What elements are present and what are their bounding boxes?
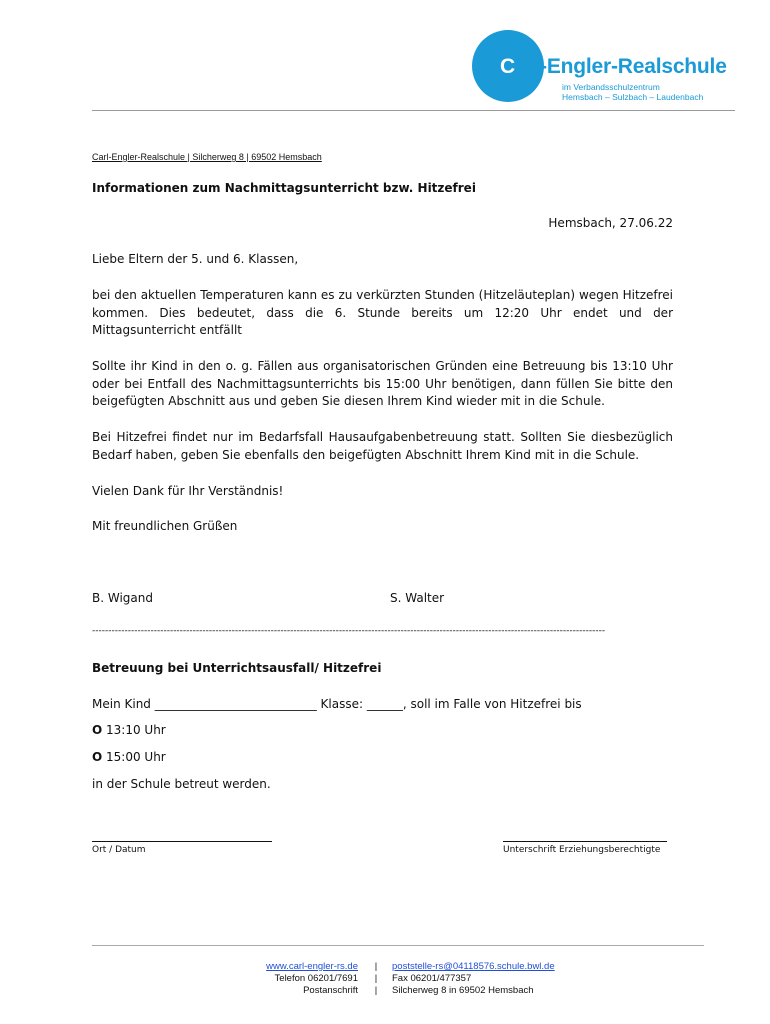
option-2-marker: O <box>92 750 103 764</box>
email-link[interactable]: poststelle-rs@04118576.schule.bwl.de <box>392 961 555 972</box>
logo-school-name <box>500 55 727 79</box>
website-link[interactable]: www.carl-engler-rs.de <box>266 961 358 972</box>
closing-line: Mit freundlichen Grüßen <box>92 519 238 533</box>
cut-line: -------------------------------------------------------------------------------------------------------------------------------------------------------------- <box>92 626 606 636</box>
footer-address: Silcherweg 8 in 69502 Hemsbach <box>392 985 534 996</box>
footer-fax: Fax 06201/477357 <box>392 973 472 984</box>
paragraph-2: Sollte ihr Kind in den o. g. Fällen aus organisatorischen Gründen eine Betreuung bis 13:10 Uhr oder bei Entfall des Nachmittagsunterrichts bis 15:00 Uhr benötigen, dann füllen Sie bitte den beigefügten Abschnitt aus und geben Sie diesen Ihrem Kind wieder mit in die Schule. <box>92 359 673 408</box>
paragraph-3: Bei Hitzefrei findet nur im Bedarfsfall Hausaufgabenbetreuung statt. Sollten Sie diesbezüglich Bedarf haben, geben Sie ebenfalls den beigefügten Abschnitt Ihrem Kind mit in die Schule. <box>92 430 673 462</box>
footer-phone: Telefon 06201/7691 <box>274 973 358 984</box>
footer-separator: | <box>374 961 378 972</box>
signature-right: S. Walter <box>390 591 445 605</box>
logo-name-rest: arl-Engler-Realschule <box>514 55 727 78</box>
option-1-label: 13:10 Uhr <box>102 723 166 737</box>
form-tail: in der Schule betreut werden. <box>92 777 271 791</box>
signature-left: B. Wigand <box>92 591 153 605</box>
footer-left-column <box>200 961 358 997</box>
form-option-2 <box>92 749 166 767</box>
logo-subtitle-2: Hemsbach – Sulzbach – Laudenbach <box>562 92 704 102</box>
letter-subject: Informationen zum Nachmittagsunterricht bzw. Hitzefrei <box>92 181 476 195</box>
footer-separator: | <box>374 973 378 984</box>
logo-letter-c: C <box>500 55 515 78</box>
footer-separators <box>372 961 380 997</box>
place-date-line <box>92 841 272 842</box>
footer-divider <box>92 945 704 946</box>
place-date-label: Ort / Datum <box>92 845 146 855</box>
guardian-signature-label: Unterschrift Erziehungsberechtigte <box>503 845 661 855</box>
option-1-marker: O <box>92 723 103 737</box>
letter-date: Hemsbach, 27.06.22 <box>548 216 673 230</box>
logo-subtitle-1: im Verbandsschulzentrum <box>562 82 660 92</box>
form-kind-line: Mein Kind ___________________________ Klasse: ______, soll im Falle von Hitzefrei bis <box>92 697 582 711</box>
footer-right-column <box>392 961 555 997</box>
thanks-line: Vielen Dank für Ihr Verständnis! <box>92 484 284 498</box>
footer-separator: | <box>374 985 378 996</box>
guardian-signature-line <box>503 841 667 842</box>
sender-line: Carl-Engler-Realschule | Silcherweg 8 | 69502 Hemsbach <box>92 152 322 162</box>
salutation: Liebe Eltern der 5. und 6. Klassen, <box>92 252 299 266</box>
form-option-1 <box>92 722 166 740</box>
option-2-label: 15:00 Uhr <box>102 750 166 764</box>
footer-postal-label: Postanschrift <box>303 985 358 996</box>
form-title: Betreuung bei Unterrichtsausfall/ Hitzefrei <box>92 661 382 675</box>
paragraph-1: bei den aktuellen Temperaturen kann es zu verkürzten Stunden (Hitzeläuteplan) wegen Hitzefrei kommen. Dies bedeutet, dass die 6. Stunde bereits um 12:20 Uhr endet und der Mittagsunterricht entfällt <box>92 288 673 337</box>
header-divider <box>92 110 735 111</box>
